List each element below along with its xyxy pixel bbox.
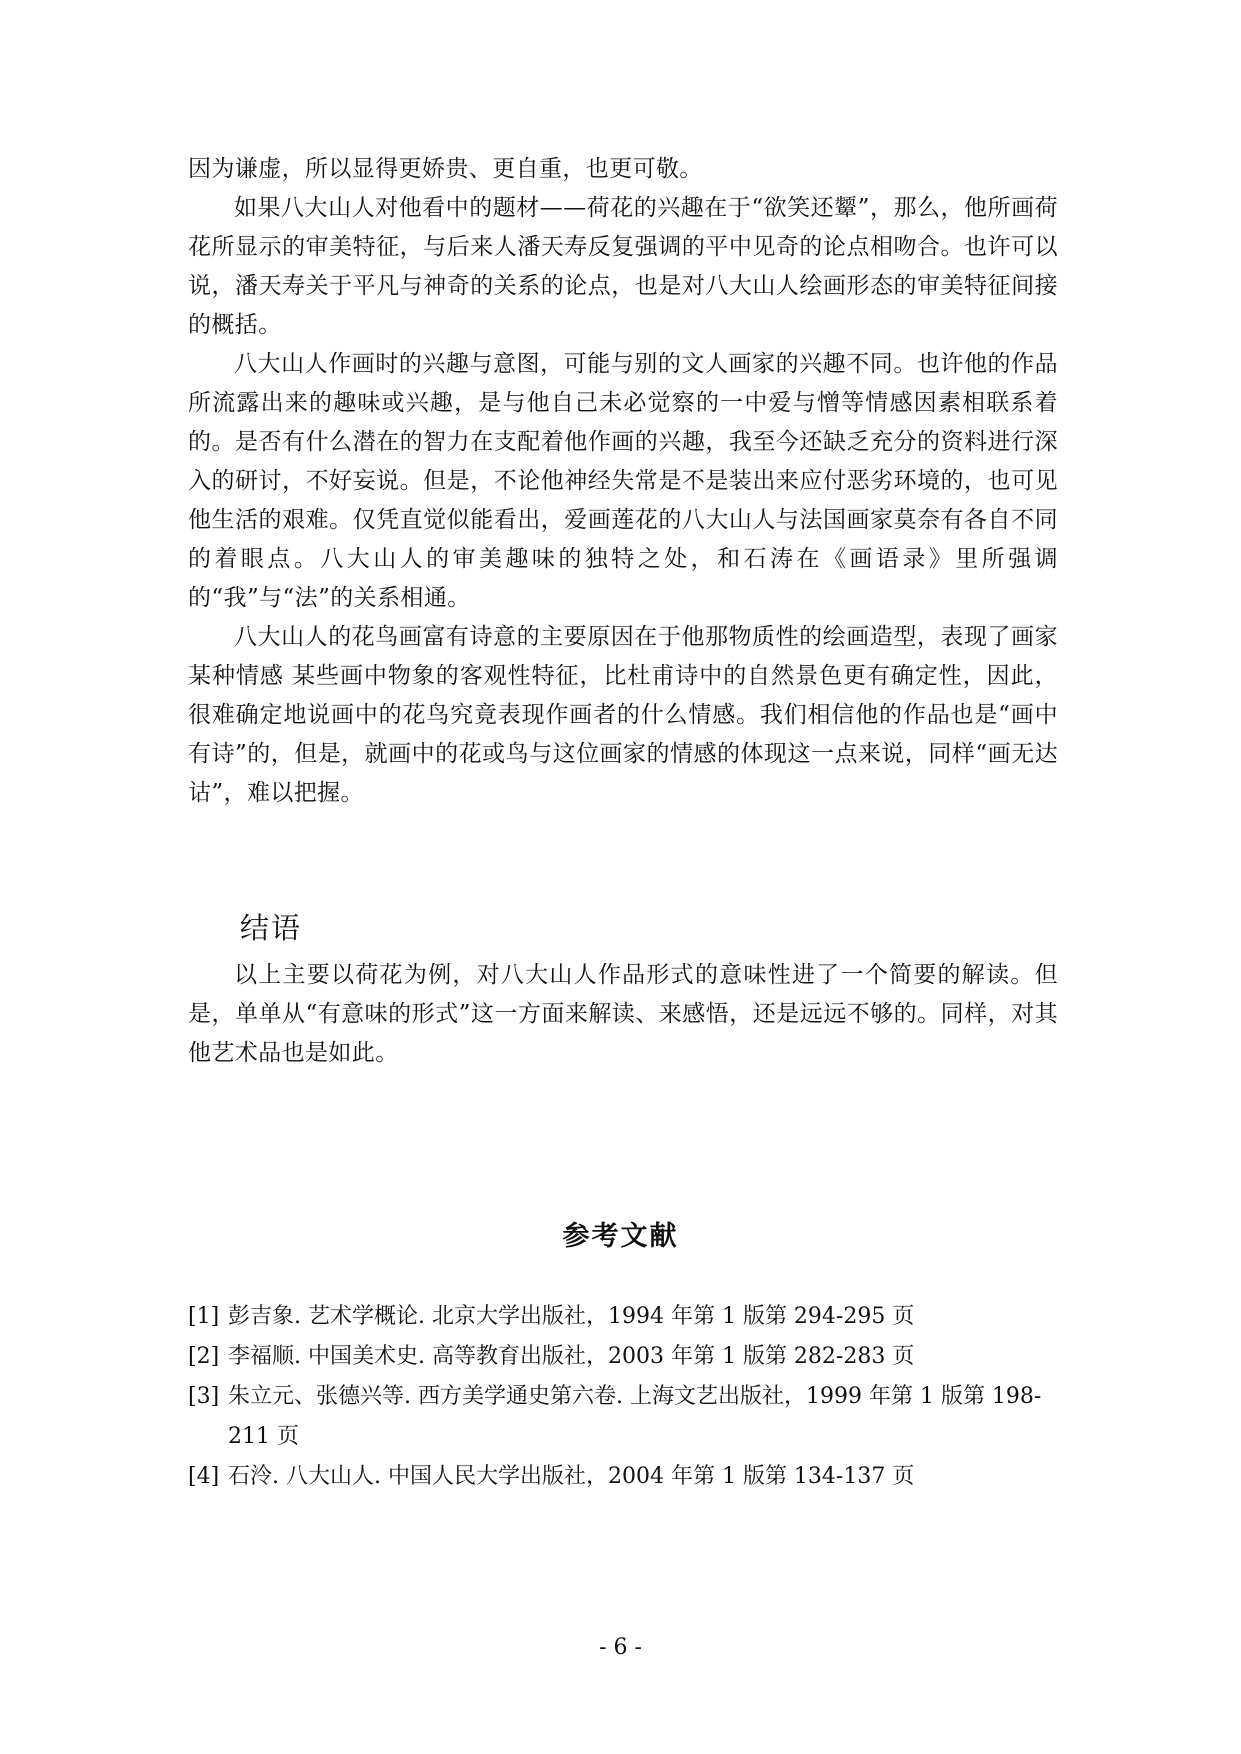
reference-text: 彭吉象. 艺术学概论. 北京大学出版社，1994 年第 1 版第 294-295 页 — [228, 1304, 915, 1329]
reference-number: [2] — [188, 1344, 220, 1369]
references-list — [188, 1297, 1068, 1497]
reference-text: 朱立元、张德兴等. 西方美学通史第六卷. 上海文艺出版社，1999 年第 1 版第 198-211 页 — [228, 1384, 1042, 1449]
reference-item — [188, 1377, 1068, 1457]
conclusion-paragraph: 以上主要以荷花为例，对八大山人作品形式的意味性进了一个简要的解读。但是，单单从“有意味的形式”这一方面来解读、来感悟，还是远远不够的。同样，对其他艺术品也是如此。 — [188, 962, 1058, 1066]
conclusion-section — [188, 956, 1058, 1073]
reference-number: [3] — [188, 1384, 220, 1409]
paragraph-lotus-interest: 如果八大山人对他看中的题材——荷花的兴趣在于“欲笑还颦”，那么，他所画荷花所显示的审美特征，与后来人潘天寿反复强调的平中见奇的论点相吻合。也许可以说，潘天寿关于平凡与神奇的关系的论点，也是对八大山人绘画形态的审美特征间接的概括。 — [188, 195, 1058, 338]
reference-item — [188, 1457, 1068, 1497]
reference-item — [188, 1337, 1068, 1377]
paragraph-poetic-meaning: 八大山人的花鸟画富有诗意的主要原因在于他那物质性的绘画造型，表现了画家某种情感 某些画中物象的客观性特征，比杜甫诗中的自然景色更有确定性，因此，很难确定地说画中的花鸟究竟表现作画者的什么情感。我们相信他的作品也是“画中有诗”的，但是，就画中的花或鸟与这位画家的情感的体现这一点来说，同样“画无达诂”，难以把握。 — [188, 624, 1058, 806]
reference-text: 石泠. 八大山人. 中国人民大学出版社，2004 年第 1 版第 134-137 页 — [228, 1464, 915, 1489]
page-number: - 6 - — [599, 1635, 642, 1660]
paragraph-continuation: 因为谦虚，所以显得更娇贵、更自重，也更可敬。 — [188, 156, 703, 182]
paragraph-painting-intent: 八大山人作画时的兴趣与意图，可能与别的文人画家的兴趣不同。也许他的作品所流露出来的趣味或兴趣，是与他自己未必觉察的一中爱与憎等情感因素相联系着的。是否有什么潜在的智力在支配着他作画的兴趣，我至今还缺乏充分的资料进行深入的研讨，不好妄说。但是，不论他神经失常是不是装出来应付恶劣环境的，也可见他生活的艰难。仅凭直觉似能看出，爱画莲花的八大山人与法国画家莫奈有各自不同的着眼点。八大山人的审美趣味的独特之处，和石涛在《画语录》里所强调的“我”与“法”的关系相通。 — [188, 351, 1058, 611]
reference-item — [188, 1297, 1068, 1337]
references-heading: 参考文献 — [562, 1221, 679, 1252]
body-text — [188, 150, 1058, 813]
reference-number: [4] — [188, 1464, 220, 1489]
conclusion-heading: 结语 — [240, 911, 303, 945]
reference-number: [1] — [188, 1304, 220, 1329]
reference-text: 李福顺. 中国美术史. 高等教育出版社，2003 年第 1 版第 282-283 页 — [228, 1344, 915, 1369]
